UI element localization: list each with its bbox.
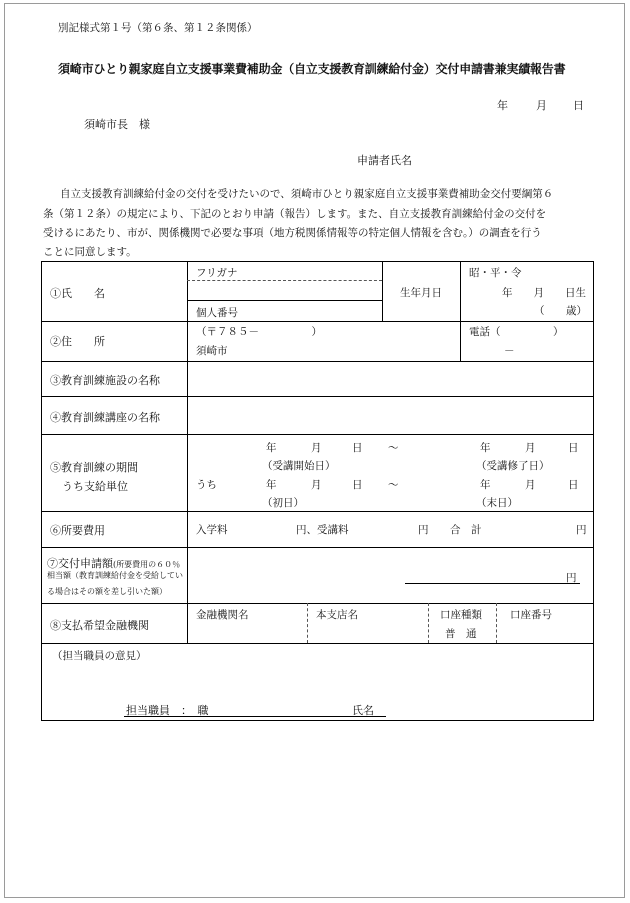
start-month: 月 (311, 442, 322, 454)
last-day-note: （末日） (476, 497, 518, 509)
age-close: 歳） (566, 305, 587, 317)
tuition-yen: 円 (418, 524, 429, 536)
intro-line-1: 自立支援教育訓練給付金の交付を受けたいので、須崎市ひとり親家庭自立支援事業費補助金交付要綱第６ (60, 188, 554, 200)
branch-label: 本支店名 (316, 609, 358, 621)
facility-name-label: ③教育訓練施設の名称 (50, 374, 160, 387)
grant-note-2: 相当額（教育訓練給付金を受給してい (47, 571, 183, 580)
start-day: 日 (352, 442, 363, 454)
staff-name-label: 氏名 (352, 704, 374, 717)
unit-start-day: 日 (352, 479, 363, 491)
unit-tilde: ～ (388, 479, 399, 491)
phone-dash: － (504, 345, 515, 357)
tuition-label: 円、受講料 (296, 524, 349, 536)
birthdate-label: 生年月日 (400, 287, 442, 299)
address-label: ②住 所 (50, 335, 105, 348)
staff-opinion-label: （担当職員の意見） (52, 650, 147, 662)
my-number-label: 個人番号 (196, 307, 238, 319)
course-name-label: ④教育訓練講座の名称 (50, 411, 160, 424)
required-cost-label: ⑥所要費用 (50, 524, 105, 537)
end-year: 年 (480, 442, 491, 454)
era-options: 昭・平・令 (469, 267, 522, 279)
start-year: 年 (266, 442, 277, 454)
date-day-label: 日 (573, 99, 584, 112)
first-day-note: （初日） (262, 497, 304, 509)
applicant-name-label: 申請者氏名 (357, 154, 412, 167)
name-label: ①氏 名 (50, 287, 105, 300)
postal-code: （〒７８５－ ） (196, 326, 322, 338)
account-number-label: 口座番号 (510, 609, 552, 621)
period-tilde: ～ (388, 442, 399, 454)
unit-start-month: 月 (311, 479, 322, 491)
grant-note-3: る場合はその額を差し引いた額） (47, 587, 167, 596)
grant-amount-label: ⑦交付申請額 (47, 557, 113, 570)
document-title: 須崎市ひとり親家庭自立支援事業費補助金（自立支援教育訓練給付金）交付申請書兼実績報告書 (58, 62, 566, 76)
training-period-label: ⑤教育訓練の期間 (50, 461, 138, 474)
end-day: 日 (568, 442, 579, 454)
payment-unit-label: うち支給単位 (62, 480, 128, 493)
staff-position-label: 担当職員 ： 職 (126, 704, 209, 717)
date-year-label: 年 (497, 99, 508, 112)
unit-end-year: 年 (480, 479, 491, 491)
bank-name-label: 金融機関名 (196, 609, 249, 621)
end-month: 月 (525, 442, 536, 454)
addressee: 須崎市長 様 (84, 118, 150, 131)
staff-signature-line (124, 716, 386, 717)
account-type-value: 普 通 (445, 628, 477, 640)
admission-fee-label: 入学料 (196, 524, 228, 536)
furigana-label: フリガナ (196, 267, 238, 279)
uchi-label: うち (196, 479, 217, 491)
intro-line-3: 受けるにあたり、市が、関係機関で必要な事項（地方税関係情報等の特定個人情報を含む。）の調査を行う (43, 227, 542, 239)
phone-label: 電話（ ） (469, 326, 564, 338)
city-name: 須崎市 (196, 345, 228, 357)
grant-amount-cell (47, 552, 180, 571)
grant-note-1: (所要費用の６０％ (113, 560, 181, 569)
birth-ymd: 年 月 日生 (502, 287, 586, 299)
end-note: （受講修了日） (476, 460, 550, 472)
grant-yen: 円 (566, 572, 577, 584)
unit-end-month: 月 (525, 479, 536, 491)
date-month-label: 月 (536, 99, 547, 112)
intro-line-4: ことに同意します。 (43, 246, 137, 258)
form-number: 別記様式第１号（第６条、第１２条関係） (58, 22, 258, 34)
account-type-label: 口座種類 (440, 609, 482, 621)
unit-start-year: 年 (266, 479, 277, 491)
bank-label: ⑧支払希望金融機関 (50, 619, 149, 632)
age-open: （ (534, 305, 545, 317)
total-yen: 円 (576, 524, 587, 536)
unit-end-day: 日 (568, 479, 579, 491)
total-label: 合 計 (450, 524, 482, 536)
start-note: （受講開始日） (262, 460, 336, 472)
intro-line-2: 条（第１２条）の規定により、下記のとおり申請（報告）します。また、自立支援教育訓練給付金の交付を (43, 208, 547, 220)
